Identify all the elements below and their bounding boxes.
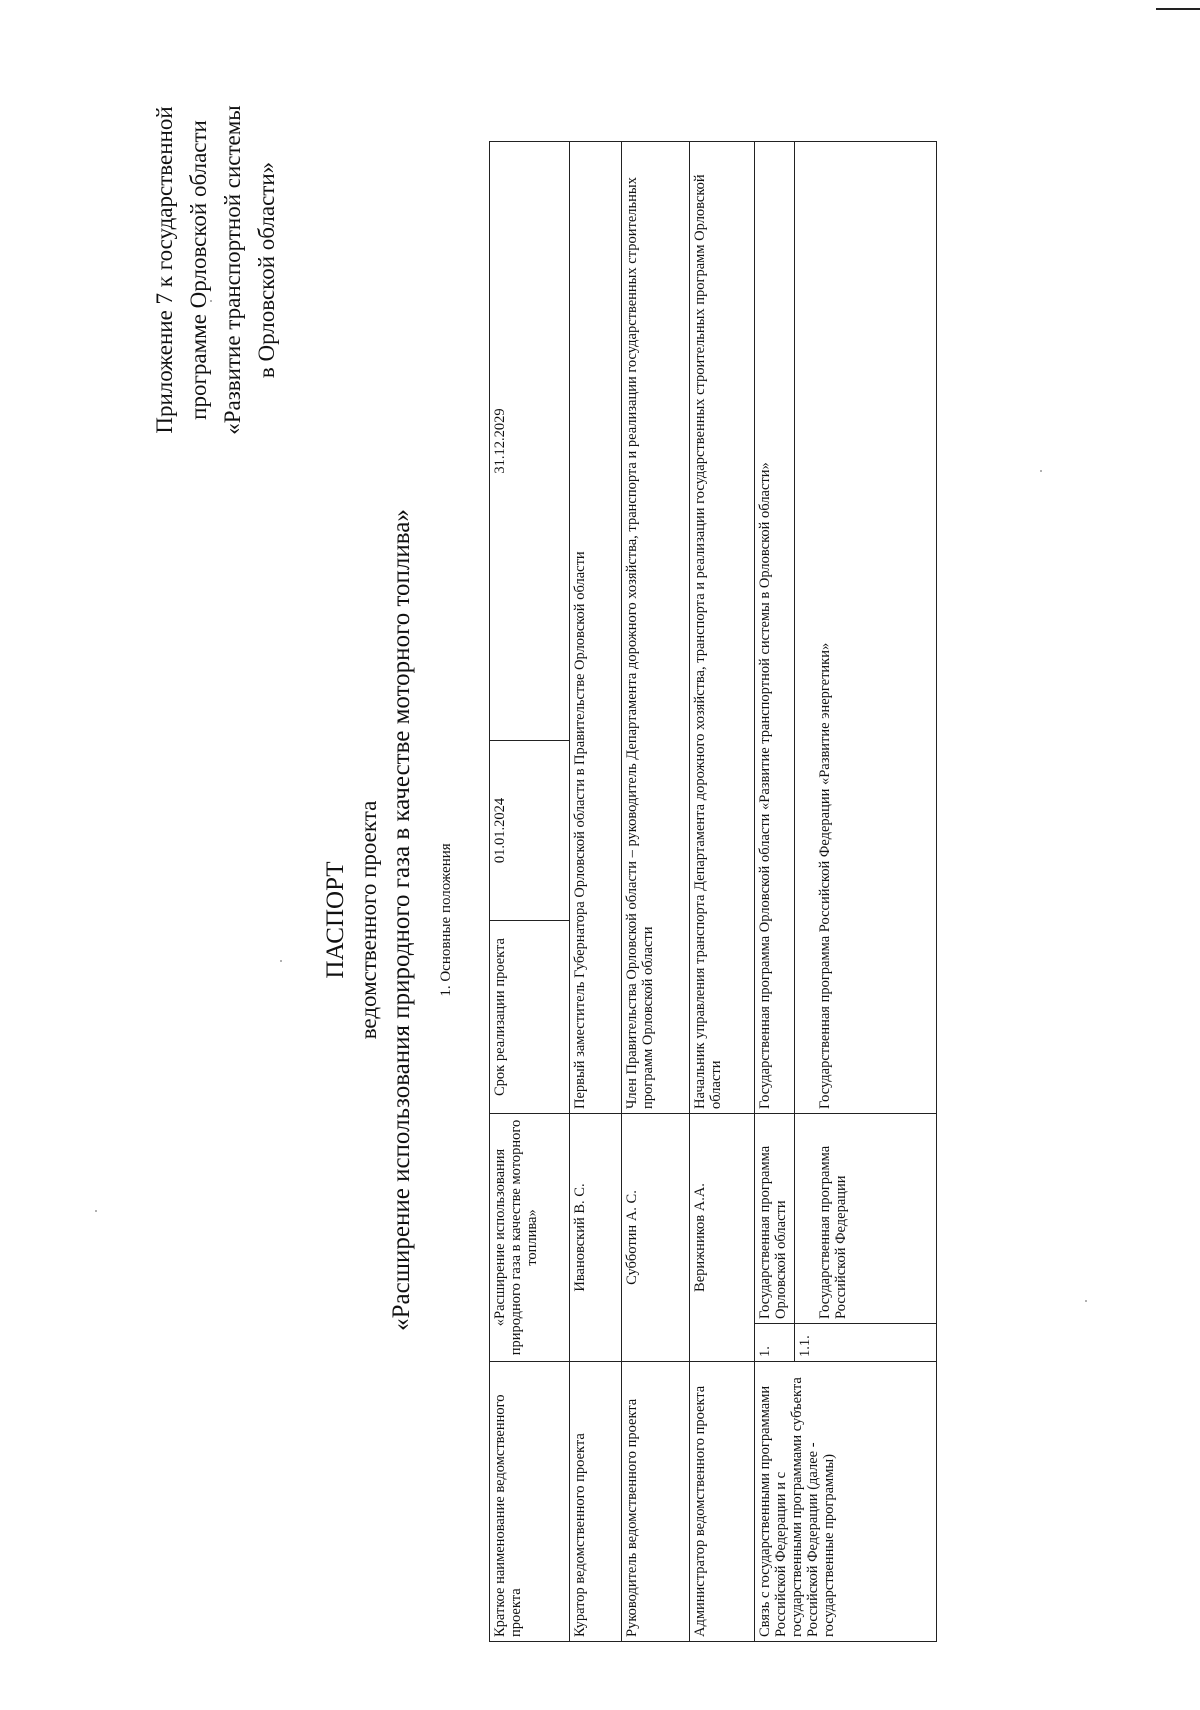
head-label: Руководитель ведомственного проекта xyxy=(622,1362,690,1642)
appendix-block xyxy=(148,70,284,470)
end-date: 31.12.2029 xyxy=(490,142,570,741)
appendix-line: «Развитие транспортной системы xyxy=(220,105,245,435)
section-title: 1. Основные положения xyxy=(438,843,454,997)
administrator-label: Администратор ведомственного проекта xyxy=(690,1362,755,1642)
link-program-type: Государственная программа Российской Федерации xyxy=(795,1114,937,1324)
passport-table xyxy=(489,141,937,1642)
document-page xyxy=(0,50,1200,1690)
document-heading xyxy=(318,150,420,1690)
short-name-value: «Расширение использования природного газа в качестве моторного топлива» xyxy=(490,1114,570,1362)
appendix-line: программе Орловской области xyxy=(186,120,211,420)
administrator-name: Верижников А.А. xyxy=(690,1114,755,1362)
curator-label: Куратор ведомственного проекта xyxy=(570,1362,622,1642)
start-date: 01.01.2024 xyxy=(490,741,570,921)
administrator-position: Начальник управления транспорта Департамента дорожного хозяйства, транспорта и реализации государственных строительных программ Орловской области xyxy=(690,142,755,1114)
short-name-label: Краткое наименование ведомственного проекта xyxy=(490,1362,570,1642)
doc-subtitle: ведомственного проекта xyxy=(356,800,381,1040)
table-row xyxy=(622,142,690,1642)
link-program-type: Государственная программа Орловской области xyxy=(755,1114,795,1324)
link-number: 1.1. xyxy=(795,1324,937,1362)
appendix-line: в Орловской области» xyxy=(254,161,279,379)
table-row xyxy=(570,142,622,1642)
appendix-line: Приложение 7 к государственной xyxy=(152,106,177,434)
scan-edge-mark xyxy=(1156,8,1200,10)
link-program-name: Государственная программа Российской Федерации «Развитие энергетики» xyxy=(795,142,937,1114)
links-label: Связь с государственными программами Российской Федерации и с государственными программами субъекта Российской Федерации (далее - государственные программы) xyxy=(755,1362,937,1642)
project-name-title: «Расширение использования природного газа в качестве моторного топлива» xyxy=(388,509,415,1331)
head-name: Субботин А. С. xyxy=(622,1114,690,1362)
head-position: Член Правительства Орловской области – руководитель Департамента дорожного хозяйства, транспорта и реализации государственных строительных программ Орловской области xyxy=(622,142,690,1114)
table-row xyxy=(755,142,795,1642)
doc-type-title: ПАСПОРТ xyxy=(322,861,349,979)
table-row xyxy=(690,142,755,1642)
curator-position: Первый заместитель Губернатора Орловской области в Правительстве Орловской области xyxy=(570,142,622,1114)
table-row xyxy=(490,142,570,1642)
term-label: Срок реализации проекта xyxy=(490,921,570,1114)
link-number: 1. xyxy=(755,1324,795,1362)
curator-name: Ивановский В. С. xyxy=(570,1114,622,1362)
link-program-name: Государственная программа Орловской области «Развитие транспортной системы в Орловской области» xyxy=(755,142,795,1114)
